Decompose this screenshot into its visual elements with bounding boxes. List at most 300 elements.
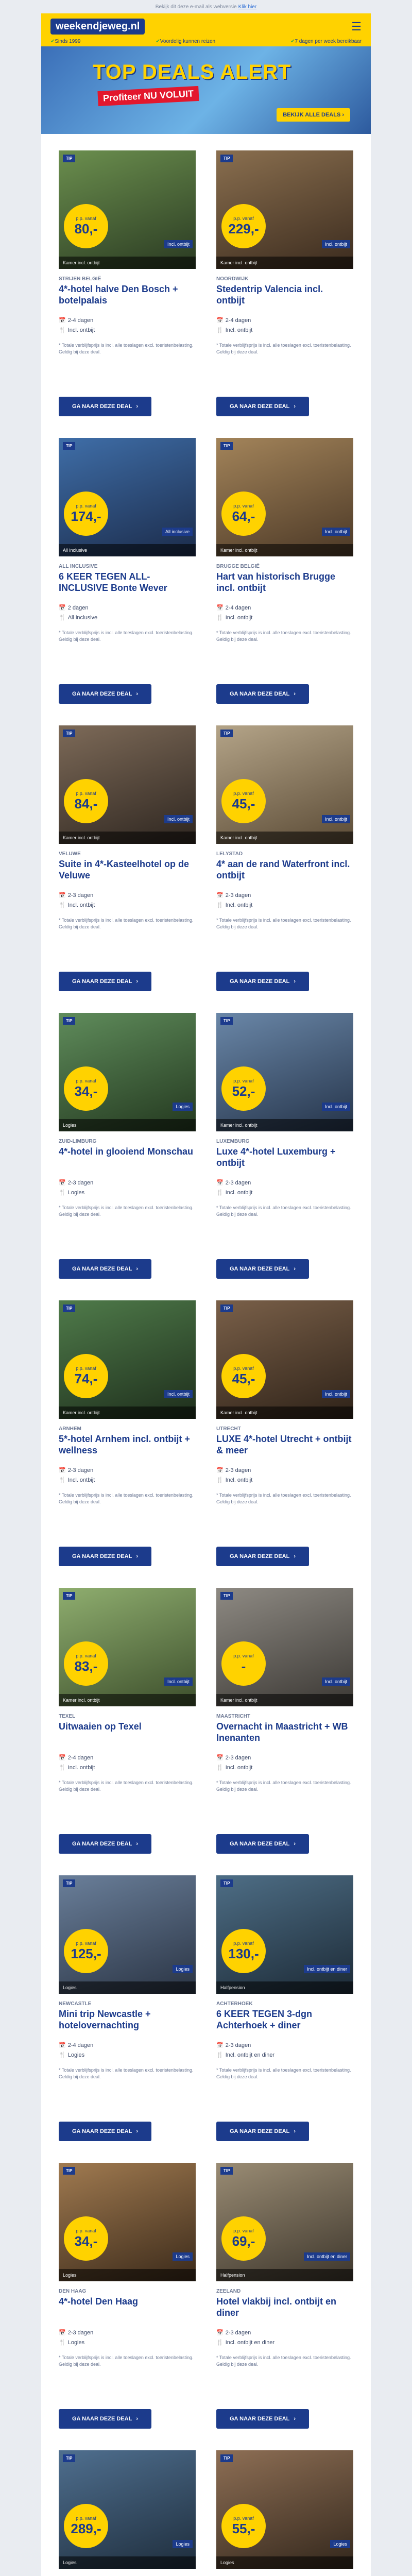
price-badge xyxy=(221,1066,266,1111)
arrow-right-icon: › xyxy=(136,2416,138,2422)
inclusion-badge: Incl. ontbijt xyxy=(322,240,350,248)
deal-category-badge: TIP xyxy=(220,155,233,162)
deal-nights: 2-3 dagen xyxy=(225,2042,251,2048)
deal-meta xyxy=(59,1178,196,1197)
deal-category-badge: TIP xyxy=(63,1017,75,1025)
deal-category-badge: TIP xyxy=(220,2454,233,2462)
deal-card[interactable] xyxy=(59,1013,196,1279)
deal-image-caption: Kamer incl. ontbijt xyxy=(59,1694,196,1706)
deal-note: * Totale verblijfsprijs is incl. alle toeslagen excl. toeristenbelasting. Geldig bij deze deal. xyxy=(216,1493,351,1504)
deal-card[interactable] xyxy=(216,2163,353,2429)
price-value: 80,- xyxy=(74,221,98,236)
deal-title[interactable]: 6 KEER TEGEN ALL-INCLUSIVE Bonte Wever xyxy=(59,571,167,593)
deal-location: MAASTRICHT xyxy=(216,1714,251,1719)
arrow-right-icon: › xyxy=(136,2128,138,2134)
deal-button[interactable]: GA NAAR DEZE DEAL › xyxy=(216,2122,309,2141)
inclusion-badge: All inclusive xyxy=(162,528,193,536)
price-value: 64,- xyxy=(232,508,255,524)
calendar-icon: 📅 xyxy=(216,892,224,899)
webversion-link[interactable]: Klik hier xyxy=(238,4,257,10)
price-value: - xyxy=(241,1658,246,1674)
deal-image-caption: Kamer incl. ontbijt xyxy=(216,257,353,269)
price-value: 125,- xyxy=(71,1945,101,1961)
price-prefix: p.p. vanaf xyxy=(233,2228,254,2233)
deal-title[interactable]: Hart van historisch Brugge incl. ontbijt xyxy=(216,571,336,593)
price-badge xyxy=(221,1354,266,1398)
deal-meal: All inclusive xyxy=(67,614,98,621)
price-prefix: p.p. vanaf xyxy=(233,1940,254,1946)
deal-card[interactable] xyxy=(216,438,353,704)
deal-meta xyxy=(216,891,353,910)
arrow-right-icon: › xyxy=(136,1841,138,1847)
deal-meal: Logies xyxy=(67,2339,85,2346)
price-prefix: p.p. vanaf xyxy=(76,503,96,509)
deal-location: ACHTERHOEK xyxy=(216,2001,253,2007)
deal-meal: Incl. ontbijt xyxy=(225,1764,253,1771)
meal-icon: 🍴 xyxy=(216,2052,224,2058)
deal-card[interactable] xyxy=(59,2163,196,2429)
inclusion-badge: Incl. ontbijt en diner xyxy=(304,1965,350,1973)
deal-location: ZEELAND xyxy=(216,2289,241,2294)
price-value: 229,- xyxy=(228,221,259,236)
deal-image[interactable] xyxy=(59,438,196,556)
deal-card[interactable] xyxy=(216,1875,353,2141)
calendar-icon: 📅 xyxy=(59,1467,66,1473)
deal-image[interactable] xyxy=(59,1300,196,1419)
deal-button[interactable]: GA NAAR DEZE DEAL › xyxy=(59,2409,151,2429)
deal-card[interactable] xyxy=(59,1875,196,2141)
deal-title[interactable]: 4* aan de rand Waterfront incl. ontbijt xyxy=(216,859,350,880)
deal-note: * Totale verblijfsprijs is incl. alle toeslagen excl. toeristenbelasting. Geldig bij deze deal. xyxy=(59,2355,194,2367)
deal-image-caption: Kamer incl. ontbijt xyxy=(216,1119,353,1131)
deal-meal: Incl. ontbijt en diner xyxy=(225,2052,275,2058)
deal-image[interactable] xyxy=(59,1588,196,1706)
deal-meal: Incl. ontbijt xyxy=(67,902,95,908)
deal-title[interactable]: Stedentrip Valencia incl. ontbijt xyxy=(216,284,323,306)
deal-note: * Totale verblijfsprijs is incl. alle toeslagen excl. toeristenbelasting. Geldig bij deze deal. xyxy=(59,630,194,642)
deal-location: TEXEL xyxy=(59,1714,76,1719)
deal-note: * Totale verblijfsprijs is incl. alle toeslagen excl. toeristenbelasting. Geldig bij deze deal. xyxy=(216,1205,351,1217)
price-value: 69,- xyxy=(232,2233,255,2249)
deal-meta xyxy=(59,891,196,910)
deal-card[interactable] xyxy=(59,1588,196,1854)
deal-image-caption: Logies xyxy=(59,2269,196,2281)
calendar-icon: 📅 xyxy=(216,2330,224,2336)
deal-image[interactable] xyxy=(216,150,353,269)
price-value: 55,- xyxy=(232,2520,255,2536)
deal-image-caption: Halfpension xyxy=(216,2269,353,2281)
deal-location: ARNHEM xyxy=(59,1426,81,1432)
price-prefix: p.p. vanaf xyxy=(233,2515,254,2521)
deal-button[interactable]: GA NAAR DEZE DEAL › xyxy=(216,1834,309,1854)
deal-note: * Totale verblijfsprijs is incl. alle toeslagen excl. toeristenbelasting. Geldig bij deze deal. xyxy=(59,1493,194,1504)
calendar-icon: 📅 xyxy=(216,1180,224,1186)
deal-image[interactable] xyxy=(216,1300,353,1419)
hero-banner[interactable] xyxy=(41,46,371,134)
deal-meta xyxy=(216,2328,353,2347)
usp-item: ✔ Sinds 1999 xyxy=(50,39,80,44)
deal-category-badge: TIP xyxy=(63,442,75,450)
price-badge xyxy=(64,1354,108,1398)
deal-meal: Incl. ontbijt xyxy=(67,1477,95,1483)
price-prefix: p.p. vanaf xyxy=(233,503,254,509)
preheader xyxy=(0,0,412,13)
price-prefix: p.p. vanaf xyxy=(76,1940,96,1946)
deal-image-caption: All inclusive xyxy=(59,544,196,556)
deal-meal: Incl. ontbijt xyxy=(225,902,253,908)
main-content xyxy=(41,134,371,2576)
meal-icon: 🍴 xyxy=(59,614,66,621)
deal-nights: 2 dagen xyxy=(67,605,89,611)
deal-note: * Totale verblijfsprijs is incl. alle toeslagen excl. toeristenbelasting. Geldig bij deze deal. xyxy=(216,918,351,929)
deal-button[interactable]: GA NAAR DEZE DEAL › xyxy=(216,1547,309,1566)
deal-location: NOORDWIJK xyxy=(216,276,249,282)
meal-icon: 🍴 xyxy=(59,2339,66,2346)
deal-meal: Incl. ontbijt xyxy=(225,614,253,621)
deal-image[interactable] xyxy=(59,150,196,269)
deal-category-badge: TIP xyxy=(63,2167,75,2175)
deal-nights: 2-3 dagen xyxy=(67,1180,94,1186)
deal-category-badge: TIP xyxy=(63,730,75,737)
deal-button[interactable]: GA NAAR DEZE DEAL › xyxy=(216,1259,309,1279)
deal-note: * Totale verblijfsprijs is incl. alle toeslagen excl. toeristenbelasting. Geldig bij deze deal. xyxy=(216,630,351,642)
deal-note: * Totale verblijfsprijs is incl. alle toeslagen excl. toeristenbelasting. Geldig bij deze deal. xyxy=(59,1205,194,1217)
price-value: 34,- xyxy=(74,2233,98,2249)
arrow-right-icon: › xyxy=(294,403,296,410)
price-value: 52,- xyxy=(232,1083,255,1099)
price-prefix: p.p. vanaf xyxy=(76,1653,96,1658)
inclusion-badge: Logies xyxy=(173,1965,193,1973)
price-badge xyxy=(64,492,108,536)
menu-icon[interactable]: ☰ xyxy=(351,20,362,33)
deal-location: UTRECHT xyxy=(216,1426,241,1432)
deal-nights: 2-3 dagen xyxy=(225,1755,251,1761)
meal-icon: 🍴 xyxy=(216,2339,224,2346)
arrow-right-icon: › xyxy=(294,1841,296,1847)
deal-category-badge: TIP xyxy=(63,1592,75,1600)
deal-note: * Totale verblijfsprijs is incl. alle toeslagen excl. toeristenbelasting. Geldig bij deze deal. xyxy=(59,2067,194,2079)
price-badge xyxy=(221,1641,266,1686)
deal-image[interactable] xyxy=(59,1013,196,1131)
price-value: 84,- xyxy=(74,795,98,811)
deal-nights: 2-4 dagen xyxy=(67,2042,94,2048)
arrow-right-icon: › xyxy=(136,1553,138,1560)
hero-subtitle: Profiteer NU VOLUIT xyxy=(97,86,199,106)
deal-nights: 2-3 dagen xyxy=(67,1467,94,1473)
calendar-icon: 📅 xyxy=(216,605,224,611)
deal-note: * Totale verblijfsprijs is incl. alle toeslagen excl. toeristenbelasting. Geldig bij deze deal. xyxy=(59,1780,194,1792)
arrow-right-icon: › xyxy=(294,691,296,697)
price-value: 174,- xyxy=(71,508,101,524)
deal-meta xyxy=(59,316,196,335)
meal-icon: 🍴 xyxy=(59,1477,66,1483)
deal-image-caption: Logies xyxy=(216,2556,353,2569)
price-value: 130,- xyxy=(228,1945,259,1961)
deal-title[interactable]: Uitwaaien op Texel xyxy=(59,1721,142,1732)
deal-title[interactable]: 6 KEER TEGEN 3-dgn Achterhoek + diner xyxy=(216,2009,313,2030)
meal-icon: 🍴 xyxy=(59,1764,66,1771)
deal-note: * Totale verblijfsprijs is incl. alle toeslagen excl. toeristenbelasting. Geldig bij deze deal. xyxy=(59,343,194,354)
usp-item: ✔ 7 dagen per week bereikbaar xyxy=(290,39,362,44)
deal-category-badge: TIP xyxy=(220,730,233,737)
deal-note: * Totale verblijfsprijs is incl. alle toeslagen excl. toeristenbelasting. Geldig bij deze deal. xyxy=(216,343,351,354)
deal-title[interactable]: Mini trip Newcastle + hotelovernachting xyxy=(59,2009,151,2030)
deal-card[interactable] xyxy=(59,438,196,704)
arrow-right-icon: › xyxy=(294,1266,296,1272)
deal-nights: 2-3 dagen xyxy=(225,2330,251,2336)
deal-nights: 2-3 dagen xyxy=(225,1467,251,1473)
deal-note: * Totale verblijfsprijs is incl. alle toeslagen excl. toeristenbelasting. Geldig bij deze deal. xyxy=(216,2355,351,2367)
price-badge xyxy=(64,2216,108,2261)
deal-category-badge: TIP xyxy=(220,1592,233,1600)
inclusion-badge: Incl. ontbijt xyxy=(164,1677,193,1686)
deal-image[interactable] xyxy=(216,1013,353,1131)
deal-card[interactable] xyxy=(216,1013,353,1279)
deal-card[interactable] xyxy=(216,2450,353,2576)
deal-category-badge: TIP xyxy=(63,1304,75,1312)
deal-image-caption: Logies xyxy=(59,1981,196,1994)
deal-meal: Incl. ontbijt xyxy=(67,1764,95,1771)
price-badge xyxy=(221,492,266,536)
arrow-right-icon: › xyxy=(294,2416,296,2422)
price-value: 289,- xyxy=(71,2520,101,2536)
meal-icon: 🍴 xyxy=(59,902,66,908)
deal-image-caption: Kamer incl. ontbijt xyxy=(59,1406,196,1419)
deal-button[interactable]: GA NAAR DEZE DEAL › xyxy=(59,397,151,416)
deal-meal: Incl. ontbijt xyxy=(225,1477,253,1483)
inclusion-badge: Incl. ontbijt xyxy=(322,1103,350,1111)
deal-button[interactable]: GA NAAR DEZE DEAL › xyxy=(59,972,151,991)
deal-card[interactable] xyxy=(59,725,196,991)
inclusion-badge: Incl. ontbijt xyxy=(322,528,350,536)
price-prefix: p.p. vanaf xyxy=(233,790,254,796)
deal-button[interactable]: GA NAAR DEZE DEAL › xyxy=(59,1834,151,1854)
inclusion-badge: Incl. ontbijt xyxy=(164,240,193,248)
deal-category-badge: TIP xyxy=(63,1879,75,1887)
deal-meta xyxy=(59,2041,196,2060)
deal-location: BRUGGE BELGIË xyxy=(216,564,260,569)
deal-title[interactable]: 4*-hotel Den Haag xyxy=(59,2296,139,2307)
calendar-icon: 📅 xyxy=(59,2330,66,2336)
deal-location: ALL INCLUSIVE xyxy=(59,564,98,569)
meal-icon: 🍴 xyxy=(59,1189,66,1196)
deal-category-badge: TIP xyxy=(220,2167,233,2175)
deal-image-caption: Kamer incl. ontbijt xyxy=(216,1694,353,1706)
usp-item: ✔ Voordelig kunnen reizen xyxy=(156,39,215,44)
deal-meta xyxy=(216,1466,353,1485)
calendar-icon: 📅 xyxy=(59,317,66,324)
price-badge xyxy=(221,204,266,248)
deal-card[interactable] xyxy=(59,2450,196,2576)
deal-button[interactable]: GA NAAR DEZE DEAL › xyxy=(216,684,309,704)
arrow-right-icon: › xyxy=(294,1553,296,1560)
deal-image[interactable] xyxy=(216,2163,353,2281)
deal-meta xyxy=(216,2041,353,2060)
deal-card[interactable] xyxy=(216,725,353,991)
meal-icon: 🍴 xyxy=(216,327,224,333)
price-badge xyxy=(221,1929,266,1973)
deal-meal: Logies xyxy=(67,1189,85,1196)
deal-button[interactable]: GA NAAR DEZE DEAL › xyxy=(59,1547,151,1566)
arrow-right-icon: › xyxy=(136,1266,138,1272)
inclusion-badge: Logies xyxy=(330,2540,350,2548)
deal-meta xyxy=(216,1178,353,1197)
meal-icon: 🍴 xyxy=(216,614,224,621)
deal-meta xyxy=(216,316,353,335)
deal-title[interactable]: Luxe 4*-hotel Luxemburg + ontbijt xyxy=(216,1146,336,1168)
calendar-icon: 📅 xyxy=(59,1755,66,1761)
deal-image[interactable] xyxy=(216,438,353,556)
deal-image-caption: Kamer incl. ontbijt xyxy=(216,832,353,844)
price-prefix: p.p. vanaf xyxy=(233,1365,254,1371)
deal-image-caption: Kamer incl. ontbijt xyxy=(59,257,196,269)
price-badge xyxy=(221,2216,266,2261)
deal-image[interactable] xyxy=(59,2163,196,2281)
deal-button[interactable]: GA NAAR DEZE DEAL › xyxy=(59,2122,151,2141)
deal-title[interactable]: 4*-hotel in glooiend Monschau xyxy=(59,1146,193,1157)
inclusion-badge: Incl. ontbijt xyxy=(322,1390,350,1398)
deal-button[interactable]: GA NAAR DEZE DEAL › xyxy=(216,397,309,416)
price-value: 74,- xyxy=(74,1370,98,1386)
deal-image-caption: Kamer incl. ontbijt xyxy=(59,832,196,844)
inclusion-badge: Logies xyxy=(173,1103,193,1111)
price-value: 34,- xyxy=(74,1083,98,1099)
deal-grid xyxy=(59,150,353,2576)
deal-title[interactable]: Suite in 4*-Kasteelhotel op de Veluwe xyxy=(59,859,190,880)
inclusion-badge: Logies xyxy=(173,2540,193,2548)
deal-image[interactable] xyxy=(216,2450,353,2569)
deal-nights: 2-4 dagen xyxy=(225,605,251,611)
deal-title[interactable]: LUXE 4*-hotel Utrecht + ontbijt & meer xyxy=(216,1434,352,1455)
price-prefix: p.p. vanaf xyxy=(76,790,96,796)
deal-category-badge: TIP xyxy=(220,1879,233,1887)
price-value: 45,- xyxy=(232,1370,255,1386)
deal-location: NEWCASTLE xyxy=(59,2001,92,2007)
meal-icon: 🍴 xyxy=(216,1189,224,1196)
deal-image[interactable] xyxy=(216,725,353,844)
deal-location: VELUWE xyxy=(59,851,81,857)
deal-card[interactable] xyxy=(59,150,196,416)
deal-title[interactable]: 4*-hotel halve Den Bosch + botelpalais xyxy=(59,284,178,306)
price-badge xyxy=(64,2504,108,2548)
deal-category-badge: TIP xyxy=(220,1017,233,1025)
deal-card[interactable] xyxy=(216,150,353,416)
calendar-icon: 📅 xyxy=(216,1467,224,1473)
price-badge xyxy=(221,2504,266,2548)
deal-image[interactable] xyxy=(216,1588,353,1706)
price-badge xyxy=(64,204,108,248)
deal-image[interactable] xyxy=(59,725,196,844)
deal-location: ZUID-LIMBURG xyxy=(59,1139,97,1144)
deal-meta xyxy=(59,1753,196,1772)
calendar-icon: 📅 xyxy=(59,605,66,611)
deal-button[interactable]: GA NAAR DEZE DEAL › xyxy=(216,972,309,991)
price-prefix: p.p. vanaf xyxy=(76,215,96,221)
hero-title: TOP DEALS ALERT xyxy=(93,61,291,83)
deal-button[interactable]: GA NAAR DEZE DEAL › xyxy=(59,1259,151,1279)
deal-image[interactable] xyxy=(59,2450,196,2569)
calendar-icon: 📅 xyxy=(216,2042,224,2048)
calendar-icon: 📅 xyxy=(59,1180,66,1186)
deal-image-caption: Logies xyxy=(59,1119,196,1131)
deal-meal: Incl. ontbijt xyxy=(225,1189,253,1196)
deal-meal: Incl. ontbijt xyxy=(225,327,253,333)
deal-image[interactable] xyxy=(59,1875,196,1994)
price-prefix: p.p. vanaf xyxy=(76,1365,96,1371)
deal-note: * Totale verblijfsprijs is incl. alle toeslagen excl. toeristenbelasting. Geldig bij deze deal. xyxy=(59,918,194,929)
arrow-right-icon: › xyxy=(136,691,138,697)
meal-icon: 🍴 xyxy=(216,1477,224,1483)
deal-card[interactable] xyxy=(59,1300,196,1566)
deal-nights: 2-4 dagen xyxy=(67,317,94,324)
deal-location: LELYSTAD xyxy=(216,851,243,857)
arrow-right-icon: › xyxy=(136,978,138,985)
price-value: 45,- xyxy=(232,795,255,811)
deal-category-badge: TIP xyxy=(63,155,75,162)
deal-image-caption: Halfpension xyxy=(216,1981,353,1994)
arrow-right-icon: › xyxy=(294,978,296,985)
preheader-text: Bekijk dit deze e-mail als webversie xyxy=(155,4,237,10)
price-value: 83,- xyxy=(74,1658,98,1674)
deal-image-caption: Logies xyxy=(59,2556,196,2569)
header xyxy=(41,13,371,46)
deal-title[interactable]: 5*-hotel Arnhem incl. ontbijt + wellness xyxy=(59,1434,190,1455)
deal-meal: Incl. ontbijt en diner xyxy=(225,2339,275,2346)
deal-button[interactable]: GA NAAR DEZE DEAL › xyxy=(216,2409,309,2429)
calendar-icon: 📅 xyxy=(59,892,66,899)
price-prefix: p.p. vanaf xyxy=(76,2515,96,2521)
meal-icon: 🍴 xyxy=(59,2052,66,2058)
inclusion-badge: Incl. ontbijt xyxy=(322,1677,350,1686)
deal-category-badge: TIP xyxy=(220,1304,233,1312)
deal-category-badge: TIP xyxy=(220,442,233,450)
price-prefix: p.p. vanaf xyxy=(233,215,254,221)
site-logo[interactable]: weekendjeweg.nl xyxy=(50,19,145,35)
all-deals-hero-button[interactable]: BEKIJK ALLE DEALS › xyxy=(277,108,350,122)
deal-meta xyxy=(216,603,353,622)
deal-category-badge: TIP xyxy=(63,2454,75,2462)
deal-nights: 2-4 dagen xyxy=(67,1755,94,1761)
meal-icon: 🍴 xyxy=(59,327,66,333)
price-badge xyxy=(221,779,266,823)
deal-image-caption: Kamer incl. ontbijt xyxy=(216,1406,353,1419)
deal-note: * Totale verblijfsprijs is incl. alle toeslagen excl. toeristenbelasting. Geldig bij deze deal. xyxy=(216,2067,351,2079)
deal-card[interactable] xyxy=(216,1588,353,1854)
calendar-icon: 📅 xyxy=(216,317,224,324)
deal-nights: 2-3 dagen xyxy=(225,1180,251,1186)
deal-title[interactable]: Hotel vlakbij incl. ontbijt en diner xyxy=(216,2296,337,2318)
calendar-icon: 📅 xyxy=(59,2042,66,2048)
arrow-right-icon: › xyxy=(294,2128,296,2134)
inclusion-badge: Incl. ontbijt en diner xyxy=(304,2252,350,2261)
deal-card[interactable] xyxy=(216,1300,353,1566)
deal-button[interactable]: GA NAAR DEZE DEAL › xyxy=(59,684,151,704)
arrow-right-icon: › xyxy=(136,403,138,410)
deal-meal: Logies xyxy=(67,2052,85,2058)
deal-nights: 2-3 dagen xyxy=(67,2330,94,2336)
deal-note: * Totale verblijfsprijs is incl. alle toeslagen excl. toeristenbelasting. Geldig bij deze deal. xyxy=(216,1780,351,1792)
deal-nights: 2-3 dagen xyxy=(67,892,94,899)
price-badge xyxy=(64,1066,108,1111)
price-badge xyxy=(64,1641,108,1686)
deal-nights: 2-3 dagen xyxy=(225,892,251,899)
price-badge xyxy=(64,779,108,823)
deal-image[interactable] xyxy=(216,1875,353,1994)
deal-image-caption: Kamer incl. ontbijt xyxy=(216,544,353,556)
deal-title[interactable]: Overnacht in Maastricht + WB Inenanten xyxy=(216,1721,348,1743)
calendar-icon: 📅 xyxy=(216,1755,224,1761)
deal-meta xyxy=(59,1466,196,1485)
